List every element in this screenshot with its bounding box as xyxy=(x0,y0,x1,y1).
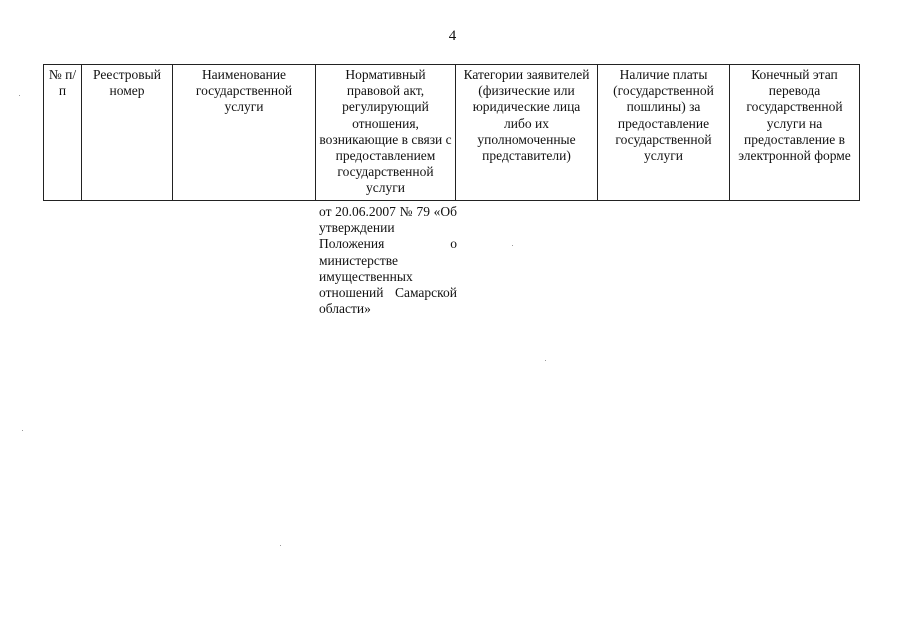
header-registry-number: Реестровый номер xyxy=(82,65,173,201)
scan-speck xyxy=(19,95,20,96)
scan-speck xyxy=(22,430,23,431)
header-applicant-categories: Категории заявителей (физические или юридические лица либо их уполномоченные представители) xyxy=(456,65,598,201)
header-final-stage: Конечный этап перевода государственной услуги на предоставление в электронной форме xyxy=(730,65,860,201)
legal-act-continuation: от 20.06.2007 № 79 «Об утверждении Положения о министерстве имущественных отношений Самарской области» xyxy=(319,204,457,317)
header-fee: Наличие платы (государственной пошлины) за предоставление государственной услуги xyxy=(598,65,730,201)
services-table xyxy=(43,64,860,201)
header-service-name: Наименование государственной услуги xyxy=(173,65,316,201)
table-header-row xyxy=(44,65,860,201)
header-legal-act: Нормативный правовой акт, регулирующий отношения, возникающие в связи с предоставлением государственной услуги xyxy=(316,65,456,201)
scan-speck xyxy=(512,245,513,246)
header-number: № п/п xyxy=(44,65,82,201)
scan-speck xyxy=(545,360,546,361)
page-number: 4 xyxy=(448,28,457,44)
scan-speck xyxy=(280,545,281,546)
